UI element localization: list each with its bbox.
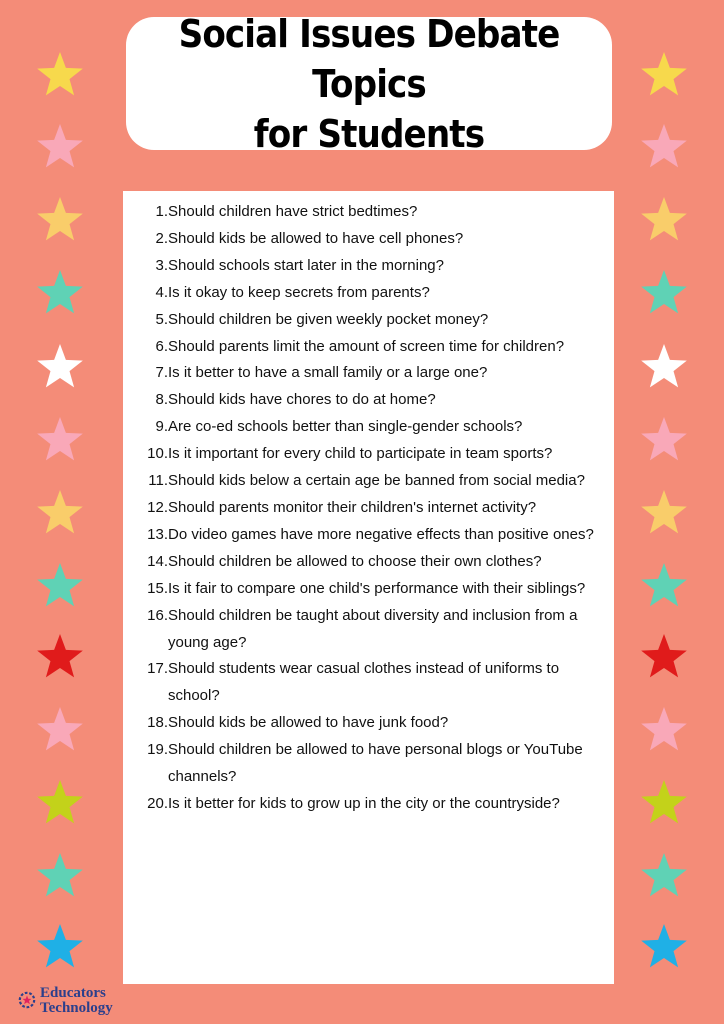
item-number: 14. [147,552,168,570]
star-icon [36,706,84,754]
logo-text-line-1: Educators [40,985,106,1001]
list-item [123,710,614,737]
item-number: 16. [147,606,168,624]
list-item [123,576,614,603]
list-item [123,603,614,657]
list-item [123,468,614,495]
star-icon [640,633,688,681]
list-item [123,656,614,710]
item-number: 13. [147,525,168,543]
star-icon [640,779,688,827]
list-item [123,549,614,576]
star-icon [36,51,84,99]
star-icon [36,779,84,827]
item-number: 17. [147,660,168,678]
item-text: Is it better for kids to grow up in the city or the countryside? [168,794,560,812]
list-item [123,280,614,307]
list-item [123,737,614,791]
gear-star-icon [18,991,36,1009]
item-text: Should kids be allowed to have junk food? [168,714,449,732]
star-icon [36,489,84,537]
star-icon [640,51,688,99]
item-text: Is it okay to keep secrets from parents? [168,283,430,301]
item-number: 7. [155,364,168,382]
item-text: Should parents limit the amount of screen time for children? [168,337,565,355]
list-item [123,360,614,387]
list-item [123,791,614,818]
item-number: 4. [155,283,168,301]
item-text: Should parents monitor their children's internet activity? [168,498,537,516]
item-number: 12. [147,498,168,516]
list-item [123,495,614,522]
title-line-1: Social Issues Debate Topics [178,11,560,106]
star-icon [640,706,688,754]
star-icon [36,562,84,610]
item-number: 6. [155,337,168,355]
item-text: Should students wear casual clothes instead of uniforms to school? [168,660,560,705]
star-icon [640,343,688,391]
item-text: Is it fair to compare one child's performance with their siblings? [168,579,586,597]
item-number: 15. [147,579,168,597]
list-item [123,441,614,468]
item-text: Should children be given weekly pocket money? [168,310,489,328]
star-icon [36,123,84,171]
list-item [123,522,614,549]
star-icon [640,123,688,171]
star-icon [36,343,84,391]
item-text: Should schools start later in the morning? [168,256,444,274]
topics-list [123,199,614,818]
star-icon [36,852,84,900]
star-icon [36,923,84,971]
item-text: Are co-ed schools better than single-gender schools? [168,418,523,436]
item-text: Is it better to have a small family or a large one? [168,364,488,382]
title-card [126,11,612,156]
item-text: Should children be allowed to have personal blogs or YouTube channels? [168,741,583,786]
item-text: Do video games have more negative effects than positive ones? [168,525,594,543]
star-icon [36,416,84,464]
item-number: 9. [155,418,168,436]
item-number: 18. [147,714,168,732]
list-item [123,307,614,334]
star-icon [36,196,84,244]
item-number: 20. [147,794,168,812]
list-item [123,253,614,280]
item-number: 5. [155,310,168,328]
item-text: Should children be taught about diversity and inclusion from a young age? [168,606,578,651]
item-number: 19. [147,741,168,759]
star-icon [640,562,688,610]
item-number: 8. [155,391,168,409]
item-text: Should children be allowed to choose their own clothes? [168,552,542,570]
educators-technology-logo [16,985,136,1019]
item-text: Should kids below a certain age be banned from social media? [168,472,585,490]
list-item [123,414,614,441]
item-text: Is it important for every child to participate in team sports? [168,445,553,463]
item-number: 11. [148,472,168,490]
star-icon [640,489,688,537]
star-icon [36,269,84,317]
list-item [123,199,614,226]
list-item [123,226,614,253]
star-icon [640,852,688,900]
item-number: 1. [155,203,168,220]
star-icon [640,923,688,971]
list-item [123,334,614,361]
list-item [123,387,614,414]
item-number: 3. [155,256,168,274]
star-icon [640,196,688,244]
title-line-2: for Students [253,111,485,156]
logo-text-line-2: Technology [40,1000,113,1016]
item-text: Should kids have chores to do at home? [168,391,436,409]
topics-panel [123,191,614,984]
item-text: Should kids be allowed to have cell phones? [168,229,464,247]
star-icon [640,416,688,464]
star-icon [640,269,688,317]
item-number: 10. [147,445,168,463]
item-text: Should children have strict bedtimes? [168,203,418,220]
item-number: 2. [155,229,168,247]
star-icon [36,633,84,681]
